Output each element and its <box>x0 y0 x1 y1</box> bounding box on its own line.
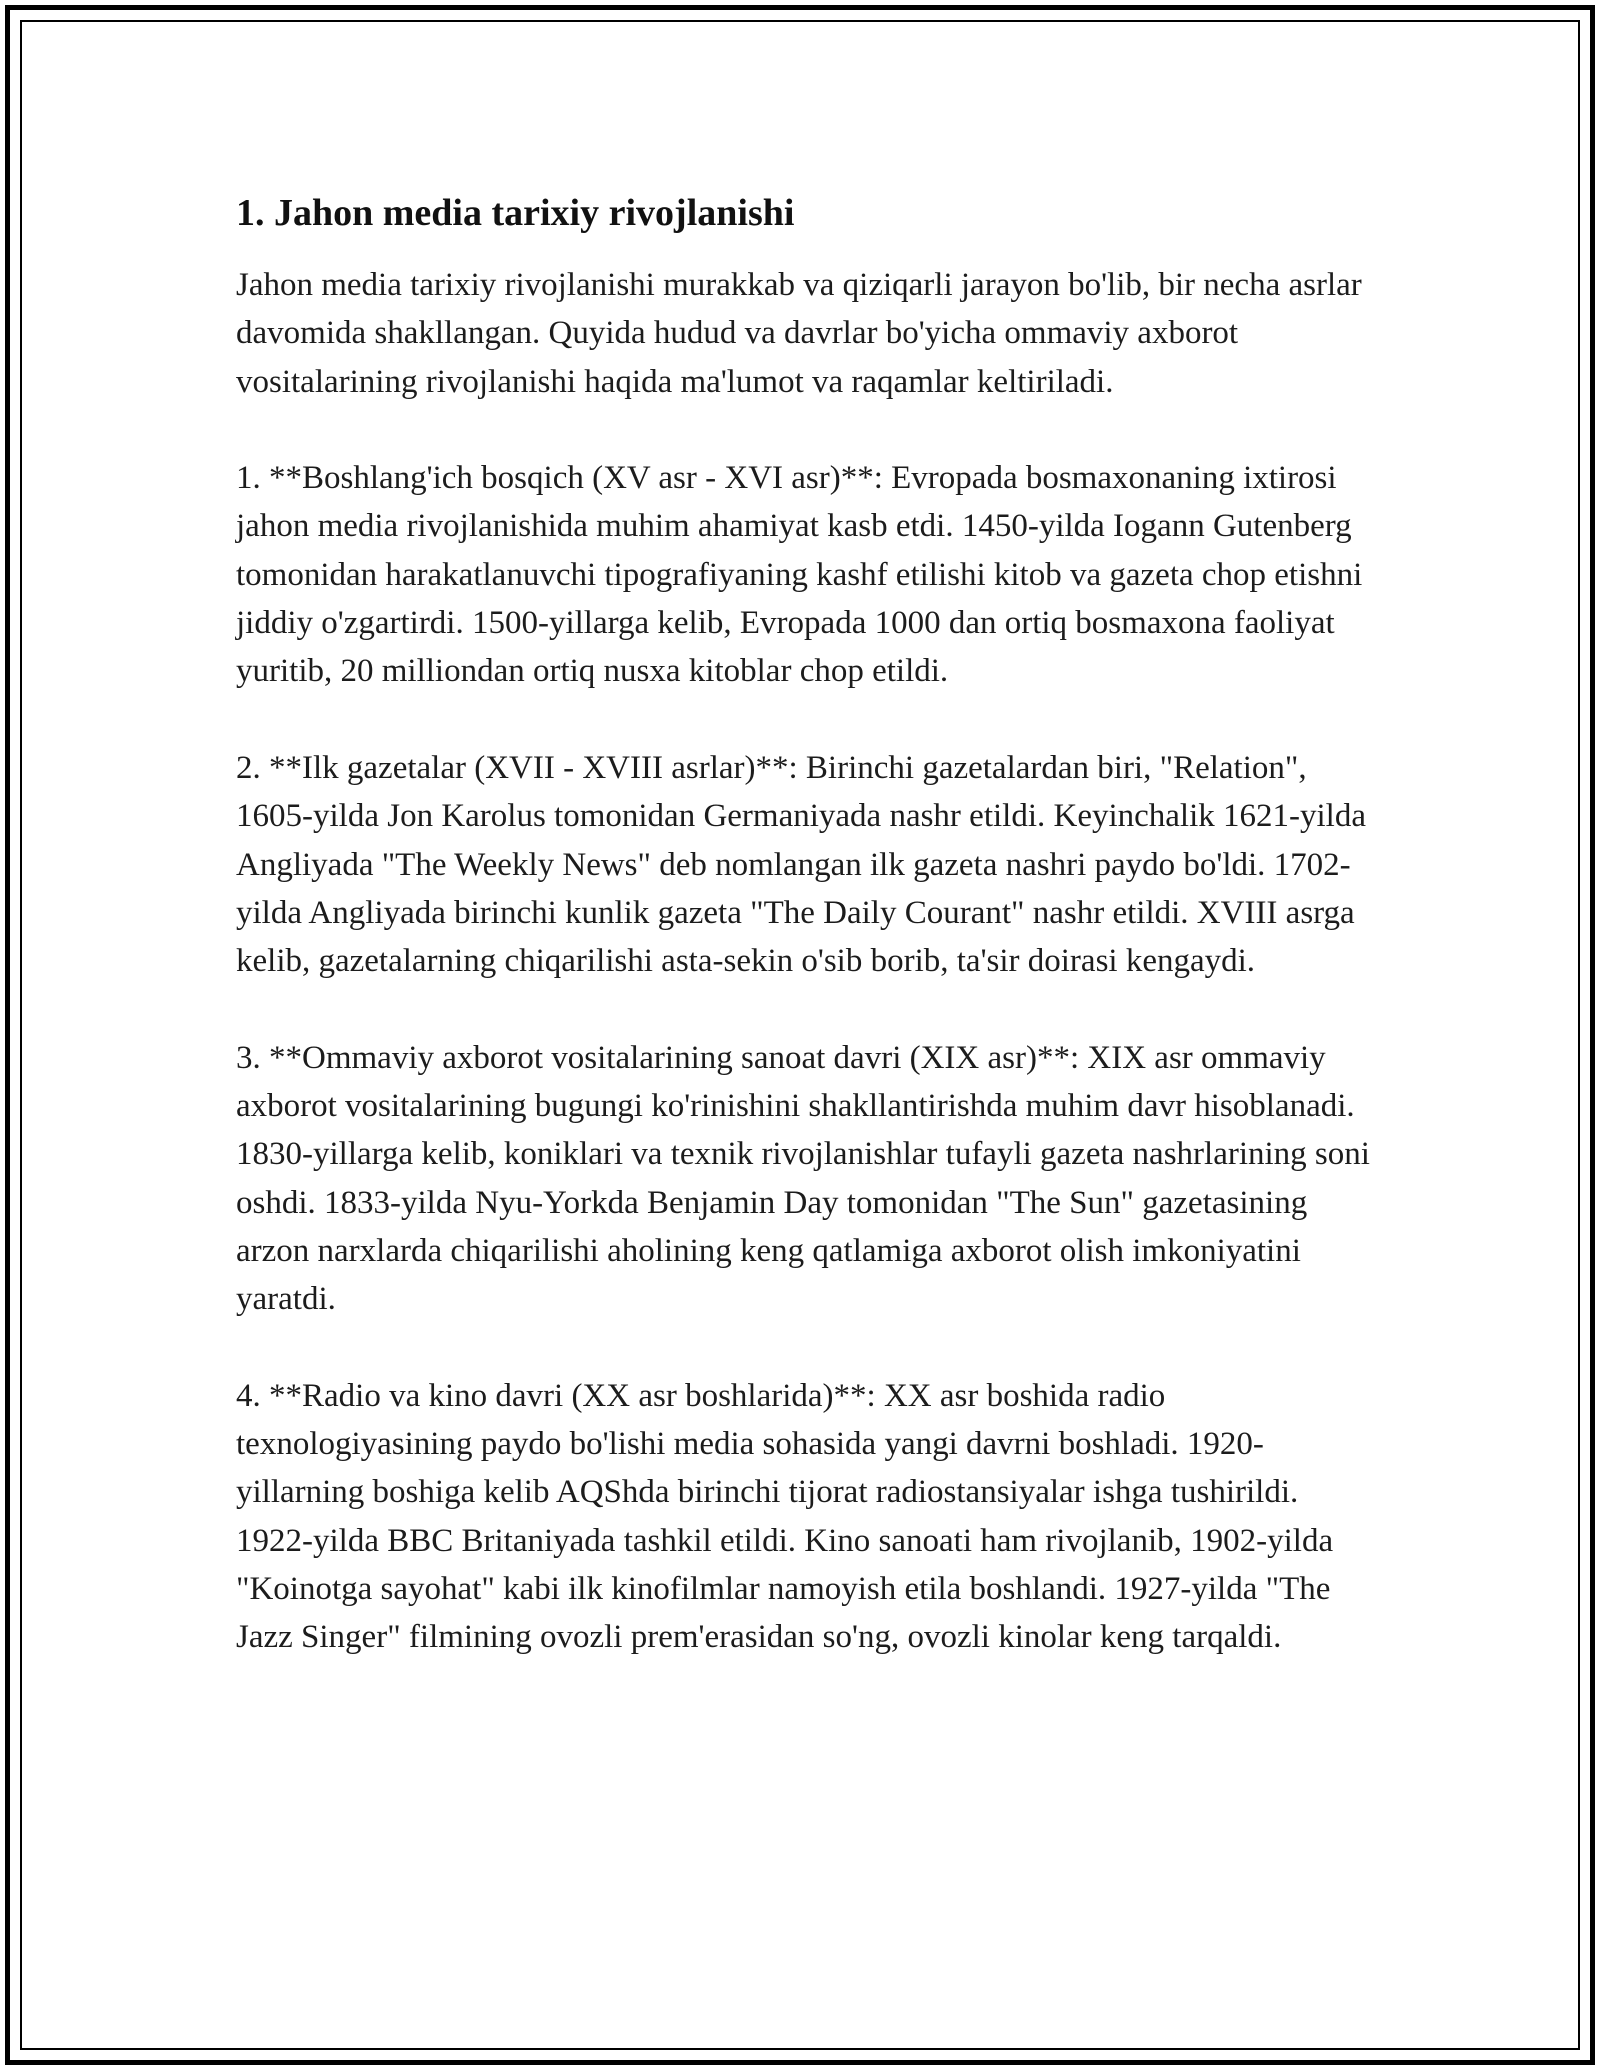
document-body <box>236 185 1376 1710</box>
intro-paragraph: Jahon media tarixiy rivojlanishi murakkab va qiziqarli jarayon bo'lib, bir necha asrlar davomida shakllangan. Quyida hudud va davrlar bo'yicha ommaviy axborot vositalarining rivojlanishi haqida ma'lumot va raqamlar keltiriladi. <box>236 267 1362 400</box>
paragraph-early-printing: 1. **Boshlang'ich bosqich (XV asr - XVI asr)**: Evropada bosmaxonaning ixtirosi jahon media rivojlanishida muhim ahamiyat kasb etdi. 1450-yilda Iogann Gutenberg tomonidan harakatlanuvchi tipografiyaning kashf etilishi kitob va gazeta chop etishni jiddiy o'zgartirdi. 1500-yillarga kelib, Evropada 1000 dan ortiq bosmaxona faoliyat yuritib, 20 milliondan ortiq nusxa kitoblar chop etildi. <box>236 460 1363 690</box>
paragraph-radio-cinema-era: 4. **Radio va kino davri (XX asr boshlarida)**: XX asr boshida radio texnologiyasining paydo bo'lishi media sohasida yangi davrni boshladi. 1920-yillarning boshiga kelib AQShda birinchi tijorat radiostansiyalar ishga tushirildi. 1922-yilda BBC Britaniyada tashkil etildi. Kino sanoati ham rivojlanib, 1902-yilda "Koinotga sayohat" kabi ilk kinofilmlar namoyish etila boshlandi. 1927-yilda "The Jazz Singer" filmining ovozli prem'erasidan so'ng, ovozli kinolar keng tarqaldi. <box>236 1377 1334 1656</box>
paragraph-first-newspapers: 2. **Ilk gazetalar (XVII - XVIII asrlar)**: Birinchi gazetalardan biri, "Relation", 1605-yilda Jon Karolus tomonidan Germaniyada nashr etildi. Keyinchalik 1621-yilda Angliyada "The Weekly News" deb nomlangan ilk gazeta nashri paydo bo'ldi. 1702-yilda Angliyada birinchi kunlik gazeta "The Daily Courant" nashr etildi. XVIII asrga kelib, gazetalarning chiqarilishi asta-sekin o'sib borib, ta'sir doirasi kengaydi. <box>236 749 1366 980</box>
section-heading: 1. Jahon media tarixiy rivojlanishi <box>236 192 795 234</box>
paragraph-industrial-era: 3. **Ommaviy axborot vositalarining sanoat davri (XIX asr)**: XIX asr ommaviy axborot vositalarining bugungi ko'rinishini shakllantirishda muhim davr hisoblanadi. 1830-yillarga kelib, koniklari va texnik rivojlanishlar tufayli gazeta nashrlarining soni oshdi. 1833-yilda Nyu-Yorkda Benjamin Day tomonidan "The Sun" gazetasining arzon narxlarda chiqarilishi aholining keng qatlamiga axborot olish imkoniyatini yaratdi. <box>236 1039 1370 1318</box>
